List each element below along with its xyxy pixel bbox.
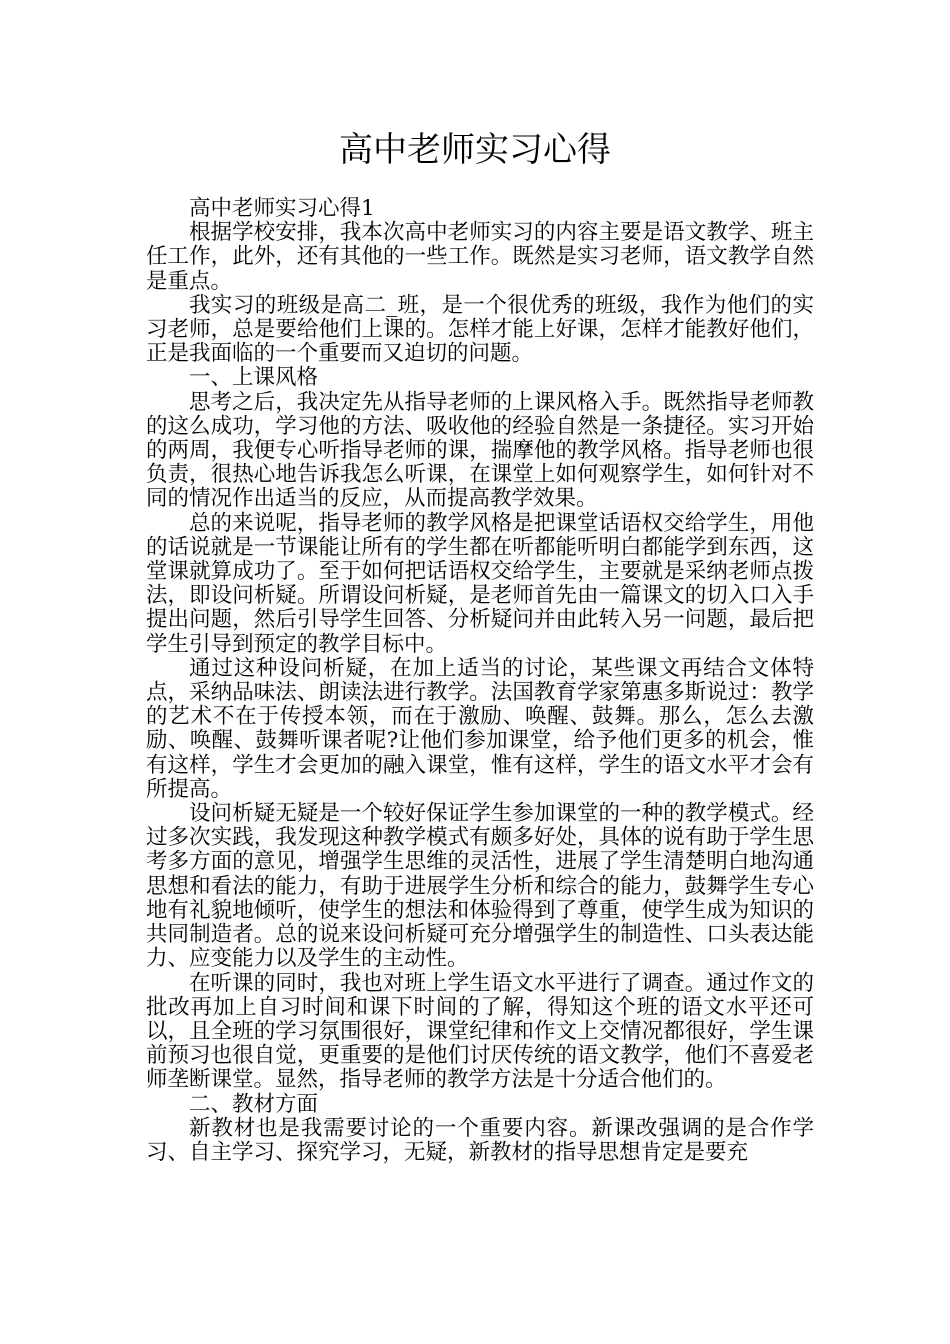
document-title: 高中老师实习心得	[339, 130, 611, 170]
paragraph: 我实习的班级是高二_班，是一个很优秀的班级，我作为他们的实习老师，总是要给他们上课的。怎样才能上好课，怎样才能教好他们，正是我面临的一个重要而又迫切的问题。	[146, 292, 814, 367]
paragraph: 总的来说呢，指导老师的教学风格是把课堂话语权交给学生，用他的话说就是一节课能让所有的学生都在听都能听明白都能学到东西，这堂课就算成功了。至于如何把话语权交给学生，主要就是采纳老师点拨法，即设问析疑。所谓设问析疑，是老师首先由一篇课文的切入口入手提出问题，然后引导学生回答、分析疑问并由此转入另一问题，最后把学生引导到预定的教学目标中。	[146, 510, 814, 657]
section-heading-textbook: 二、教材方面	[189, 1091, 319, 1117]
paragraph: 根据学校安排，我本次高中老师实习的内容主要是语文教学、班主任工作，此外，还有其他的一些工作。既然是实习老师，语文教学自然是重点。	[146, 220, 814, 294]
paragraph: 在听课的同时，我也对班上学生语文水平进行了调查。通过作文的批改再加上自习时间和课下时间的了解，得知这个班的语文水平还可以，且全班的学习氛围很好，课堂纪律和作文上交情况都很好，学生课前预习也很自觉，更重要的是他们讨厌传统的语文教学，他们不喜爱老师垄断课堂。显然，指导老师的教学方法是十分适合他们的。	[146, 970, 814, 1093]
paragraph: 新教材也是我需要讨论的一个重要内容。新课改强调的是合作学习、自主学习、探究学习，无疑，新教材的指导思想肯定是要充	[146, 1115, 814, 1165]
section-heading-1: 高中老师实习心得1	[189, 196, 375, 221]
paragraph: 通过这种设问析疑，在加上适当的讨论，某些课文再结合文体特点，采纳品味法、朗读法进行教学。法国教育学家第惠多斯说过：教学的艺术不在于传授本领，而在于激励、唤醒、鼓舞。那么，怎么去激励、唤醒、鼓舞听课者呢?让他们参加课堂，给予他们更多的机会，惟有这样，学生才会更加的融入课堂，惟有这样，学生的语文水平才会有所提高。	[146, 655, 814, 802]
paragraph: 思考之后，我决定先从指导老师的上课风格入手。既然指导老师教的这么成功，学习他的方法、吸收他的经验自然是一条捷径。实习开始的两周，我便专心听指导老师的课，揣摩他的教学风格。指导老师也很负责，很热心地告诉我怎么听课，在课堂上如何观察学生，如何针对不同的情况作出适当的反应，从而提高教学效果。	[146, 389, 814, 512]
paragraph: 设问析疑无疑是一个较好保证学生参加课堂的一种的教学模式。经过多次实践，我发现这种教学模式有颇多好处，具体的说有助于学生思考多方面的意见，增强学生思维的灵活性，进展了学生清楚明白地沟通思想和看法的能力，有助于进展学生分析和综合的能力，鼓舞学生专心地有礼貌地倾听，使学生的想法和体验得到了尊重，使学生成为知识的共同制造者。总的说来设问析疑可充分增强学生的制造性、口头表达能力、应变能力以及学生的主动性。	[146, 801, 814, 972]
document-body	[146, 197, 814, 1165]
section-heading-style: 一、上课风格	[189, 365, 319, 391]
